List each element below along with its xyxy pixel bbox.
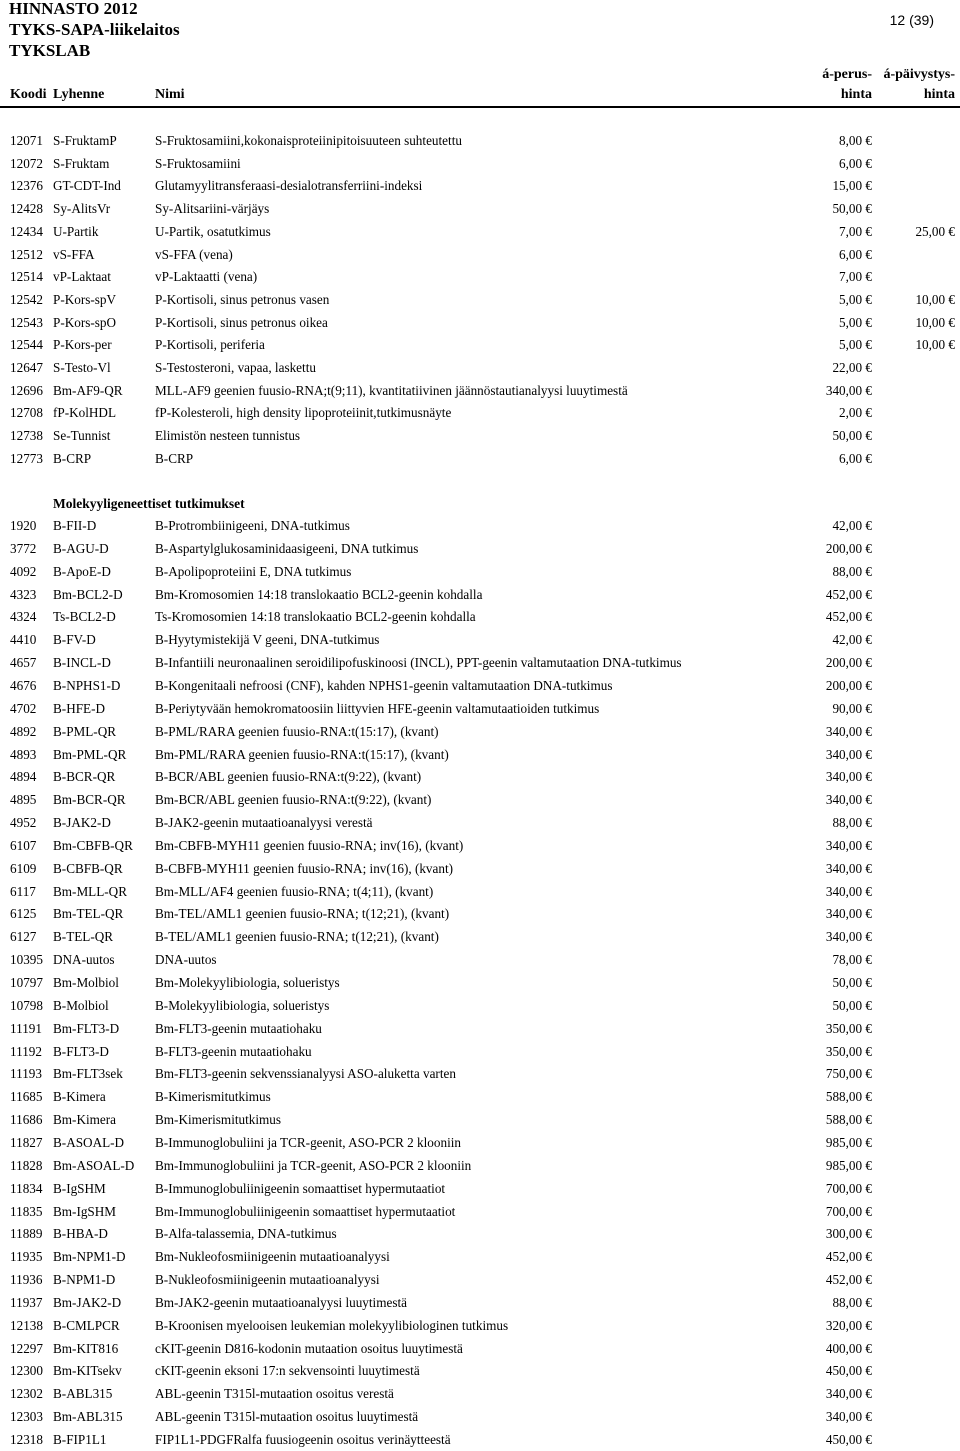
row-code: 11192 xyxy=(10,1043,42,1059)
row-abbreviation: B-CMLPCR xyxy=(53,1317,120,1333)
row-abbreviation: B-Molbiol xyxy=(53,997,109,1013)
row-code: 12302 xyxy=(10,1386,43,1402)
row-base-price: 750,00 € xyxy=(825,1066,872,1082)
row-test-name: B-Kongenitaali nefroosi (CNF), kahden NPHS1-geenin valtamutaation DNA-tutkimus xyxy=(155,677,613,693)
row-base-price: 340,00 € xyxy=(825,1409,872,1425)
table-row xyxy=(0,995,960,1017)
row-code: 11191 xyxy=(10,1020,42,1036)
row-abbreviation: B-IgSHM xyxy=(53,1180,106,1196)
row-base-price: 300,00 € xyxy=(825,1226,872,1242)
row-base-price: 340,00 € xyxy=(825,883,872,899)
row-code: 12544 xyxy=(10,337,43,353)
row-abbreviation: S-FruktamP xyxy=(53,133,117,148)
table-row xyxy=(0,1109,960,1131)
row-abbreviation: B-CRP xyxy=(53,450,92,466)
table-row xyxy=(0,881,960,903)
row-test-name: B-Hyytymistekijä V geeni, DNA-tutkimus xyxy=(155,632,380,648)
table-row xyxy=(0,744,960,766)
row-test-name: Bm-Immunoglobuliini ja TCR-geenit, ASO-PCR 2 klooniin xyxy=(155,1157,472,1173)
column-header-base-price-top: á-perus- xyxy=(822,67,872,82)
row-abbreviation: B-AGU-D xyxy=(53,540,109,556)
row-base-price: 320,00 € xyxy=(825,1317,872,1333)
row-test-name: B-Alfa-talassemia, DNA-tutkimus xyxy=(155,1226,337,1242)
row-test-name: Bm-Molekyylibiologia, solueristys xyxy=(155,975,340,990)
row-base-price: 88,00 € xyxy=(832,815,872,831)
row-code: 4702 xyxy=(10,700,37,716)
table-row xyxy=(0,198,960,220)
row-test-name: FIP1L1-PDGFRalfa fuusiogeenin osoitus verinäytteestä xyxy=(155,1432,451,1447)
row-abbreviation: fP-KolHDL xyxy=(53,405,117,421)
row-test-name: B-BCR/ABL geenien fuusio-RNA:t(9:22), (kvant) xyxy=(155,769,422,785)
row-base-price: 90,00 € xyxy=(832,700,872,716)
row-base-price: 452,00 € xyxy=(825,1272,872,1288)
row-base-price: 5,00 € xyxy=(839,337,872,353)
row-test-name: Bm-JAK2-geenin mutaatioanalyysi luuytimestä xyxy=(155,1294,407,1310)
row-base-price: 78,00 € xyxy=(832,952,872,968)
row-abbreviation: U-Partik xyxy=(53,223,99,239)
table-row xyxy=(0,1429,960,1451)
table-row xyxy=(0,1178,960,1200)
row-abbreviation: B-HBA-D xyxy=(53,1226,108,1242)
row-code: 10798 xyxy=(10,997,43,1013)
row-test-name: S-Testosteroni, vapaa, laskettu xyxy=(155,360,316,375)
column-header-emergency-price-top: á-päivystys- xyxy=(883,67,955,82)
row-code: 4324 xyxy=(10,609,37,625)
row-abbreviation: vP-Laktaat xyxy=(53,269,111,285)
row-test-name: B-CBFB-MYH11 geenien fuusio-RNA; inv(16), (kvant) xyxy=(155,860,454,876)
row-abbreviation: B-TEL-QR xyxy=(53,929,114,945)
row-abbreviation: B-ApoE-D xyxy=(53,563,111,579)
row-test-name: MLL-AF9 geenien fuusio-RNA;t(9;11), kvantitatiivinen jäännöstautianalyysi luuytimestä xyxy=(155,382,628,398)
row-base-price: 22,00 € xyxy=(832,360,872,375)
row-code: 12738 xyxy=(10,428,43,444)
table-row xyxy=(0,448,960,470)
row-code: 4952 xyxy=(10,815,37,831)
row-code: 11193 xyxy=(10,1066,42,1082)
row-code: 12514 xyxy=(10,269,43,285)
row-test-name: Bm-FLT3-geenin sekvenssianalyysi ASO-aluketta varten xyxy=(155,1066,456,1082)
table-row xyxy=(0,538,960,560)
row-test-name: Elimistön nesteen tunnistus xyxy=(155,428,301,444)
row-abbreviation: DNA-uutos xyxy=(53,952,115,968)
row-base-price: 15,00 € xyxy=(832,178,872,194)
row-base-price: 6,00 € xyxy=(839,450,872,466)
table-row xyxy=(0,835,960,857)
row-abbreviation: Bm-MLL-QR xyxy=(53,883,127,899)
row-abbreviation: Bm-TEL-QR xyxy=(53,906,124,922)
row-test-name: P-Kortisoli, sinus petronus vasen xyxy=(155,291,330,307)
row-test-name: B-Apolipoproteiini E, DNA tutkimus xyxy=(155,563,352,579)
row-abbreviation: B-PML-QR xyxy=(53,723,117,739)
table-row xyxy=(0,1246,960,1268)
row-test-name: DNA-uutos xyxy=(155,952,217,968)
row-code: 11828 xyxy=(10,1157,43,1173)
row-test-name: B-FLT3-geenin mutaatiohaku xyxy=(155,1043,312,1059)
table-row xyxy=(0,766,960,788)
row-base-price: 50,00 € xyxy=(832,201,872,217)
row-abbreviation: Bm-KITsekv xyxy=(53,1363,122,1379)
row-test-name: B-Immunoglobuliini ja TCR-geenit, ASO-PCR 2 klooniin xyxy=(155,1134,462,1150)
table-row xyxy=(0,244,960,266)
row-test-name: S-Fruktosamiini,kokonaisproteiinipitoisuuteen suhteutettu xyxy=(155,133,462,148)
row-abbreviation: B-INCL-D xyxy=(53,655,111,671)
row-code: 12434 xyxy=(10,223,43,239)
row-base-price: 700,00 € xyxy=(825,1203,872,1219)
row-emergency-price: 10,00 € xyxy=(915,314,955,330)
row-base-price: 6,00 € xyxy=(839,246,872,262)
table-row xyxy=(0,721,960,743)
row-abbreviation: Bm-CBFB-QR xyxy=(53,837,133,853)
table-row xyxy=(0,584,960,606)
row-abbreviation: Se-Tunnist xyxy=(53,428,111,444)
row-abbreviation: Bm-ABL315 xyxy=(53,1409,123,1425)
row-code: 11835 xyxy=(10,1203,43,1219)
row-base-price: 2,00 € xyxy=(839,405,872,421)
row-test-name: B-CRP xyxy=(155,450,194,466)
row-test-name: Bm-BCR/ABL geenien fuusio-RNA:t(9:22), (kvant) xyxy=(155,792,432,808)
table-row xyxy=(0,1315,960,1337)
row-base-price: 700,00 € xyxy=(825,1180,872,1196)
table-row xyxy=(0,266,960,288)
row-code: 10395 xyxy=(10,952,43,968)
column-header-abbreviation: Lyhenne xyxy=(53,87,105,102)
row-abbreviation: Bm-Molbiol xyxy=(53,975,119,990)
row-code: 12303 xyxy=(10,1409,43,1425)
row-abbreviation: Ts-BCL2-D xyxy=(53,609,116,625)
row-code: 12773 xyxy=(10,450,43,466)
table-row xyxy=(0,1360,960,1382)
table-row xyxy=(0,1201,960,1223)
document-title: HINNASTO 2012 xyxy=(9,0,138,18)
row-test-name: Bm-Kimerismitutkimus xyxy=(155,1112,282,1128)
row-abbreviation: GT-CDT-Ind xyxy=(53,178,121,194)
row-base-price: 7,00 € xyxy=(839,269,872,285)
row-base-price: 340,00 € xyxy=(825,860,872,876)
row-base-price: 200,00 € xyxy=(825,540,872,556)
table-row xyxy=(0,1338,960,1360)
row-code: 12543 xyxy=(10,314,43,330)
row-base-price: 452,00 € xyxy=(825,586,872,602)
row-base-price: 42,00 € xyxy=(832,632,872,648)
row-test-name: vP-Laktaatti (vena) xyxy=(155,269,258,285)
row-test-name: B-Kroonisen myelooisen leukemian molekyylibiologinen tutkimus xyxy=(155,1317,509,1333)
row-test-name: Bm-CBFB-MYH11 geenien fuusio-RNA; inv(16), (kvant) xyxy=(155,837,464,853)
row-code: 12072 xyxy=(10,155,43,171)
row-abbreviation: B-FLT3-D xyxy=(53,1043,109,1059)
table-row xyxy=(0,561,960,583)
row-abbreviation: P-Kors-spV xyxy=(53,291,117,307)
row-base-price: 42,00 € xyxy=(832,518,872,533)
row-test-name: B-Infantiili neuronaalinen seroidilipofuskinoosi (INCL), PPT-geenin valtamutaation DNA-tutkimus xyxy=(155,655,682,671)
row-test-name: B-Protrombiinigeeni, DNA-tutkimus xyxy=(155,518,350,533)
column-header-base-price-bottom: hinta xyxy=(840,87,872,102)
row-test-name: B-JAK2-geenin mutaatioanalyysi verestä xyxy=(155,815,373,831)
row-code: 12512 xyxy=(10,246,43,262)
row-abbreviation: S-Fruktam xyxy=(53,155,110,171)
row-test-name: Bm-TEL/AML1 geenien fuusio-RNA; t(12;21), (kvant) xyxy=(155,906,450,922)
row-abbreviation: B-FII-D xyxy=(53,518,97,533)
table-row xyxy=(0,926,960,948)
row-abbreviation: B-BCR-QR xyxy=(53,769,116,785)
row-abbreviation: Bm-PML-QR xyxy=(53,746,127,762)
row-code: 6107 xyxy=(10,837,37,853)
row-test-name: Bm-FLT3-geenin mutaatiohaku xyxy=(155,1020,322,1036)
table-row xyxy=(0,1063,960,1085)
row-base-price: 340,00 € xyxy=(825,929,872,945)
row-code: 11937 xyxy=(10,1294,43,1310)
table-row xyxy=(0,812,960,834)
row-abbreviation: B-FV-D xyxy=(53,632,96,648)
row-base-price: 6,00 € xyxy=(839,155,872,171)
lab-name: TYKSLAB xyxy=(9,41,91,60)
table-row xyxy=(0,130,960,152)
row-code: 12708 xyxy=(10,405,43,421)
row-code: 4657 xyxy=(10,655,37,671)
row-code: 4410 xyxy=(10,632,37,648)
row-test-name: ABL-geenin T315l-mutaation osoitus verestä xyxy=(155,1386,394,1402)
row-code: 6117 xyxy=(10,883,36,899)
row-abbreviation: Bm-AF9-QR xyxy=(53,382,123,398)
row-test-name: B-TEL/AML1 geenien fuusio-RNA; t(12;21), (kvant) xyxy=(155,929,439,945)
row-code: 11686 xyxy=(10,1112,43,1128)
row-abbreviation: Bm-FLT3-D xyxy=(53,1020,120,1036)
page-number: 12 (39) xyxy=(889,12,934,28)
row-abbreviation: B-Kimera xyxy=(53,1089,106,1105)
row-code: 11834 xyxy=(10,1180,43,1196)
table-row xyxy=(0,606,960,628)
row-abbreviation: B-HFE-D xyxy=(53,700,106,716)
row-base-price: 8,00 € xyxy=(839,133,872,148)
row-test-name: Bm-Immunoglobuliinigeenin somaattiset hypermutaatiot xyxy=(155,1203,456,1219)
row-code: 12647 xyxy=(10,360,43,375)
row-test-name: B-Immunoglobuliinigeenin somaattiset hypermutaatiot xyxy=(155,1180,446,1196)
row-base-price: 452,00 € xyxy=(825,1249,872,1265)
row-code: 4323 xyxy=(10,586,37,602)
row-code: 6109 xyxy=(10,860,37,876)
table-row xyxy=(0,858,960,880)
row-code: 12376 xyxy=(10,178,43,194)
row-abbreviation: Sy-AlitsVr xyxy=(53,201,111,217)
row-code: 11935 xyxy=(10,1249,43,1265)
row-base-price: 400,00 € xyxy=(825,1340,872,1356)
row-code: 4676 xyxy=(10,677,37,693)
row-test-name: P-Kortisoli, sinus petronus oikea xyxy=(155,314,328,330)
row-base-price: 340,00 € xyxy=(825,906,872,922)
row-abbreviation: S-Testo-Vl xyxy=(53,360,111,375)
row-emergency-price: 25,00 € xyxy=(915,223,955,239)
table-row xyxy=(0,675,960,697)
table-row xyxy=(0,1292,960,1314)
row-test-name: Bm-Kromosomien 14:18 translokaatio BCL2-geenin kohdalla xyxy=(155,586,483,602)
row-base-price: 985,00 € xyxy=(825,1157,872,1173)
row-base-price: 350,00 € xyxy=(825,1020,872,1036)
row-abbreviation: B-NPM1-D xyxy=(53,1272,116,1288)
row-base-price: 450,00 € xyxy=(825,1363,872,1379)
row-code: 12071 xyxy=(10,133,43,148)
row-abbreviation: B-ASOAL-D xyxy=(53,1134,125,1150)
row-test-name: B-Kimerismitutkimus xyxy=(155,1089,271,1105)
table-row xyxy=(0,175,960,197)
row-test-name: B-Periytyvään hemokromatoosiin liittyvien HFE-geenin valtamutaatioiden tutkimus xyxy=(155,700,600,716)
column-header-emergency-price-bottom: hinta xyxy=(923,87,955,102)
row-code: 3772 xyxy=(10,540,37,556)
row-emergency-price: 10,00 € xyxy=(915,337,955,353)
row-test-name: B-Molekyylibiologia, solueristys xyxy=(155,997,330,1013)
section-title: Molekyyligeneettiset tutkimukset xyxy=(53,496,245,511)
row-code: 11936 xyxy=(10,1272,43,1288)
row-base-price: 350,00 € xyxy=(825,1043,872,1059)
table-row xyxy=(0,1155,960,1177)
row-test-name: Bm-PML/RARA geenien fuusio-RNA:t(15:17), (kvant) xyxy=(155,746,449,762)
row-test-name: vS-FFA (vena) xyxy=(155,246,233,262)
row-abbreviation: B-FIP1L1 xyxy=(53,1432,107,1447)
row-test-name: Sy-Alitsariini-värjäys xyxy=(155,201,270,217)
table-row xyxy=(0,1406,960,1428)
row-abbreviation: B-JAK2-D xyxy=(53,815,111,831)
table-row xyxy=(0,1041,960,1063)
row-base-price: 88,00 € xyxy=(832,563,872,579)
row-test-name: fP-Kolesteroli, high density lipoproteiinit,tutkimusnäyte xyxy=(155,405,452,421)
row-abbreviation: Bm-NPM1-D xyxy=(53,1249,126,1265)
row-abbreviation: B-NPHS1-D xyxy=(53,677,121,693)
row-base-price: 340,00 € xyxy=(825,723,872,739)
row-base-price: 50,00 € xyxy=(832,975,872,990)
table-row xyxy=(0,903,960,925)
row-code: 11889 xyxy=(10,1226,43,1242)
row-base-price: 340,00 € xyxy=(825,746,872,762)
column-header-code: Koodi xyxy=(10,87,47,102)
table-row xyxy=(0,153,960,175)
row-abbreviation: Bm-JAK2-D xyxy=(53,1294,122,1310)
row-abbreviation: Bm-ASOAL-D xyxy=(53,1157,135,1173)
row-test-name: P-Kortisoli, periferia xyxy=(155,337,265,353)
row-base-price: 588,00 € xyxy=(825,1112,872,1128)
row-test-name: U-Partik, osatutkimus xyxy=(155,223,271,239)
table-row xyxy=(0,972,960,994)
row-code: 4892 xyxy=(10,723,37,739)
row-code: 6127 xyxy=(10,929,37,945)
row-test-name: B-PML/RARA geenien fuusio-RNA:t(15:17), (kvant) xyxy=(155,723,439,739)
table-row xyxy=(0,312,960,334)
row-code: 1920 xyxy=(10,518,37,533)
row-base-price: 340,00 € xyxy=(825,382,872,398)
row-code: 12138 xyxy=(10,1317,43,1333)
row-code: 4893 xyxy=(10,746,37,762)
row-base-price: 5,00 € xyxy=(839,314,872,330)
row-test-name: ABL-geenin T315l-mutaation osoitus luuytimestä xyxy=(155,1409,419,1425)
table-row xyxy=(0,1223,960,1245)
row-base-price: 88,00 € xyxy=(832,1294,872,1310)
row-test-name: Bm-Nukleofosmiinigeenin mutaatioanalyysi xyxy=(155,1249,390,1265)
row-abbreviation: vS-FFA xyxy=(53,246,95,262)
row-code: 11685 xyxy=(10,1089,43,1105)
table-row xyxy=(0,380,960,402)
row-emergency-price: 10,00 € xyxy=(915,291,955,307)
table-row xyxy=(0,515,960,537)
row-code: 4092 xyxy=(10,563,37,579)
row-base-price: 588,00 € xyxy=(825,1089,872,1105)
row-base-price: 452,00 € xyxy=(825,609,872,625)
table-row xyxy=(0,1018,960,1040)
row-base-price: 340,00 € xyxy=(825,837,872,853)
row-base-price: 450,00 € xyxy=(825,1432,872,1447)
row-test-name: Glutamyylitransferaasi-desialotransferriini-indeksi xyxy=(155,178,423,194)
row-code: 12428 xyxy=(10,201,43,217)
table-row xyxy=(0,1383,960,1405)
row-abbreviation: Bm-Kimera xyxy=(53,1112,116,1128)
row-abbreviation: Bm-KIT816 xyxy=(53,1340,119,1356)
row-code: 12696 xyxy=(10,382,43,398)
row-code: 12300 xyxy=(10,1363,43,1379)
row-test-name: B-Aspartylglukosaminidaasigeeni, DNA tutkimus xyxy=(155,540,419,556)
row-code: 6125 xyxy=(10,906,37,922)
row-abbreviation: Bm-BCL2-D xyxy=(53,586,123,602)
row-base-price: 985,00 € xyxy=(825,1134,872,1150)
row-abbreviation: Bm-BCR-QR xyxy=(53,792,126,808)
row-base-price: 50,00 € xyxy=(832,997,872,1013)
row-abbreviation: P-Kors-spO xyxy=(53,314,117,330)
row-abbreviation: B-ABL315 xyxy=(53,1386,113,1402)
table-row xyxy=(0,949,960,971)
column-header-name: Nimi xyxy=(155,87,185,102)
row-code: 12318 xyxy=(10,1432,43,1447)
header-divider xyxy=(0,106,960,108)
table-row xyxy=(0,698,960,720)
row-code: 10797 xyxy=(10,975,43,990)
row-code: 12542 xyxy=(10,291,43,307)
row-abbreviation: B-CBFB-QR xyxy=(53,860,123,876)
row-base-price: 340,00 € xyxy=(825,769,872,785)
row-code: 11827 xyxy=(10,1134,43,1150)
row-base-price: 7,00 € xyxy=(839,223,872,239)
table-row xyxy=(0,221,960,243)
row-base-price: 200,00 € xyxy=(825,677,872,693)
table-row xyxy=(0,1132,960,1154)
row-test-name: cKIT-geenin D816-kodonin mutaation osoitus luuytimestä xyxy=(155,1340,463,1356)
table-row xyxy=(0,789,960,811)
row-test-name: B-Nukleofosmiinigeenin mutaatioanalyysi xyxy=(155,1272,380,1288)
row-base-price: 200,00 € xyxy=(825,655,872,671)
table-row xyxy=(0,425,960,447)
table-row xyxy=(0,652,960,674)
row-test-name: Bm-MLL/AF4 geenien fuusio-RNA; t(4;11), (kvant) xyxy=(155,883,434,899)
row-abbreviation: P-Kors-per xyxy=(53,337,112,353)
row-base-price: 340,00 € xyxy=(825,792,872,808)
row-abbreviation: Bm-IgSHM xyxy=(53,1203,117,1219)
table-row xyxy=(0,629,960,651)
row-base-price: 5,00 € xyxy=(839,291,872,307)
table-row xyxy=(0,402,960,424)
row-code: 4895 xyxy=(10,792,37,808)
row-test-name: cKIT-geenin eksoni 17:n sekvensointi luuytimestä xyxy=(155,1363,420,1379)
row-test-name: S-Fruktosamiini xyxy=(155,155,241,171)
row-abbreviation: Bm-FLT3sek xyxy=(53,1066,123,1082)
row-base-price: 50,00 € xyxy=(832,428,872,444)
table-row xyxy=(0,357,960,379)
row-base-price: 340,00 € xyxy=(825,1386,872,1402)
table-row xyxy=(0,334,960,356)
table-row xyxy=(0,1269,960,1291)
table-row xyxy=(0,289,960,311)
row-code: 4894 xyxy=(10,769,37,785)
row-test-name: Ts-Kromosomien 14:18 translokaatio BCL2-geenin kohdalla xyxy=(155,609,476,625)
row-code: 12297 xyxy=(10,1340,43,1356)
table-row xyxy=(0,1086,960,1108)
organization-name: TYKS-SAPA-liikelaitos xyxy=(9,20,180,39)
